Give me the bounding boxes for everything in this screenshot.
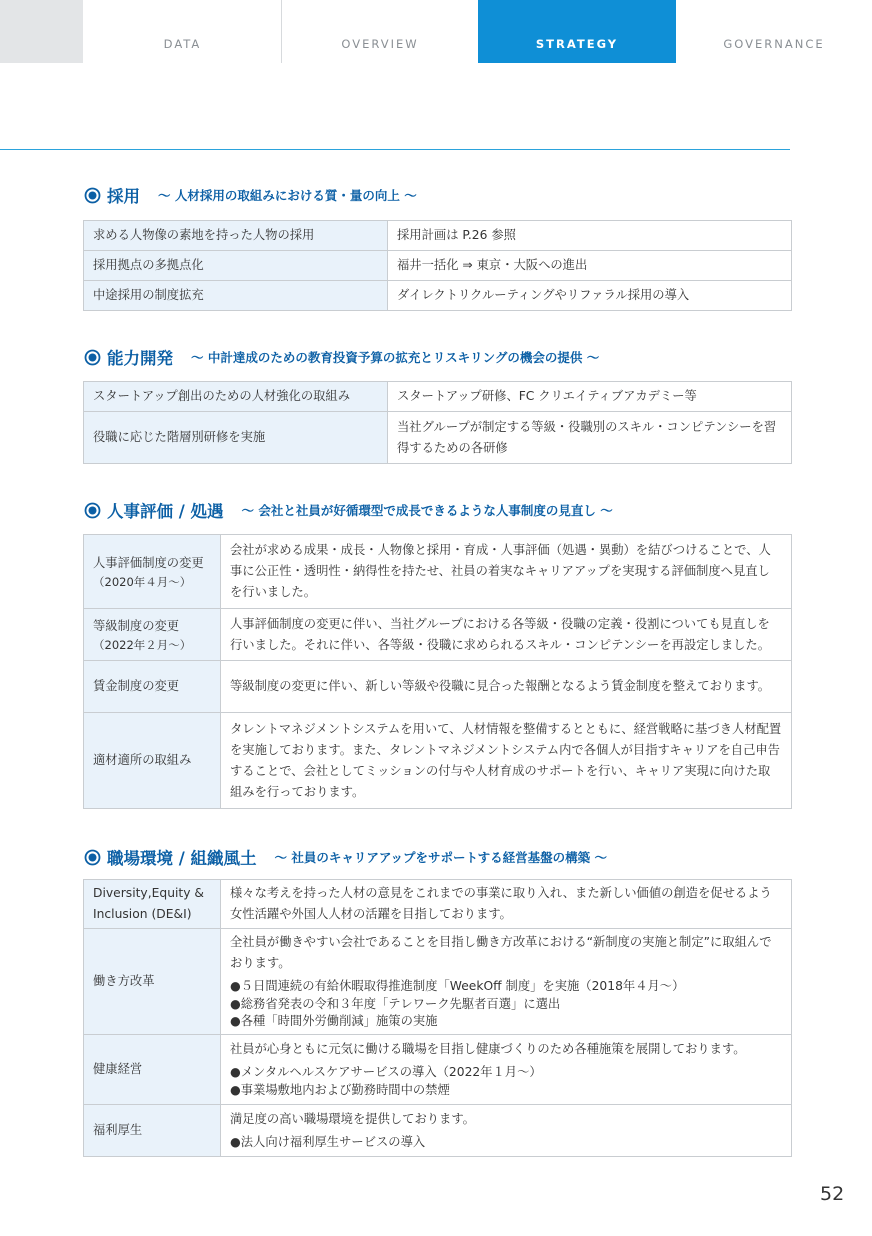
section-heading-evaluation: [84, 498, 613, 522]
table-row: [84, 535, 792, 609]
circle-bullet-icon: [84, 502, 101, 519]
section-heading-workplace: [84, 845, 607, 869]
table-row: [84, 1104, 792, 1156]
row-label: 健康経営: [84, 1034, 221, 1104]
section-subtitle: 〜 人材採用の取組みにおける質・量の向上 〜: [158, 188, 417, 203]
row-label: 求める人物像の素地を持った人物の採用: [84, 221, 388, 251]
list-item: ●メンタルヘルスケアサービスの導入（2022年１月〜）: [230, 1065, 542, 1079]
section-heading-development: [84, 345, 599, 369]
list-item: ●各種「時間外労働削減」施策の実施: [230, 1014, 438, 1028]
row-value-text: 社員が心身ともに元気に働ける職場を目指し健康づくりのため各種施策を展開しております。: [230, 1042, 746, 1056]
row-value: [221, 1034, 792, 1104]
table-row: [84, 929, 792, 1035]
row-value: 福井一括化 ⇒ 東京・大阪への進出: [388, 251, 792, 281]
row-label-text: 人事評価制度の変更: [93, 555, 204, 570]
row-value: ダイレクトリクルーティングやリファラル採用の導入: [388, 281, 792, 311]
development-table: [83, 381, 792, 464]
section-subtitle: 〜 会社と社員が好循環型で成長できるような人事制度の見直し 〜: [241, 503, 613, 518]
section-title: 能力開発: [107, 349, 173, 368]
table-row: [84, 412, 792, 464]
header-rule: [0, 149, 790, 150]
row-label-text: 等級制度の変更: [93, 618, 180, 633]
list-item: ●５日間連続の有給休暇取得推進制度「WeekOff 制度」を実施（2018年４月〜）: [230, 979, 685, 993]
row-label: 採用拠点の多拠点化: [84, 251, 388, 281]
list-item: ●総務省発表の令和３年度「テレワーク先駆者百選」に選出: [230, 996, 561, 1011]
row-label: 働き方改革: [84, 929, 221, 1035]
section-title: 採用: [107, 187, 140, 206]
row-value: 様々な考えを持った人材の意見をこれまでの事業に取り入れ、また新しい価値の創造を促せるよう女性活躍や外国人人材の活躍を目指しております。: [221, 880, 792, 929]
row-value-text: 全社員が働きやすい会社であることを目指し働き方改革における“新制度の実施と制定”に取組んでおります。: [230, 935, 772, 970]
list-item: ●法人向け福利厚生サービスの導入: [230, 1134, 426, 1149]
row-label-note: （2020年４月〜）: [93, 574, 192, 589]
row-value: 会社が求める成果・成長・人物像と採用・育成・人事評価（処遇・異動）を結びつけることで、人事に公正性・透明性・納得性を持たせ、社員の着実なキャリアアップを実現する評価制度へ見直しを行いました。: [221, 535, 792, 609]
row-label: Diversity,Equity & Inclusion (DE&I): [84, 880, 221, 929]
row-label-note: （2022年２月〜）: [93, 637, 192, 652]
circle-bullet-icon: [84, 349, 101, 366]
table-row: [84, 713, 792, 809]
page-number: 52: [820, 1183, 845, 1205]
section-heading-recruitment: [84, 183, 417, 207]
table-row: [84, 661, 792, 713]
row-label: 役職に応じた階層別研修を実施: [84, 412, 388, 464]
row-value: スタートアップ研修、FC クリエイティブアカデミー等: [388, 382, 792, 412]
recruitment-table: [83, 220, 792, 311]
tab-bar-edge-block: [0, 0, 83, 63]
section-title: 職場環境 / 組織風土: [107, 849, 257, 868]
row-label: [84, 535, 221, 609]
table-row: [84, 281, 792, 311]
row-value: 等級制度の変更に伴い、新しい等級や役職に見合った報酬となるよう賃金制度を整えております。: [221, 661, 792, 713]
table-row: [84, 880, 792, 929]
row-value: [221, 929, 792, 1035]
workplace-table: [83, 879, 792, 1157]
table-row: [84, 609, 792, 661]
row-label: 中途採用の制度拡充: [84, 281, 388, 311]
section-subtitle: 〜 社員のキャリアアップをサポートする経営基盤の構築 〜: [274, 850, 607, 865]
row-label: 賃金制度の変更: [84, 661, 221, 713]
row-label: スタートアップ創出のための人材強化の取組み: [84, 382, 388, 412]
row-value: タレントマネジメントシステムを用いて、人材情報を整備するとともに、経営戦略に基づき人材配置を実施しております。また、タレントマネジメントシステム内で各個人が目指すキャリアを自己申告することで、会社としてミッションの付与や人材育成のサポートを行い、キャリア実現に向けた取組みを行っております。: [221, 713, 792, 809]
tab-strategy[interactable]: STRATEGY: [478, 0, 676, 63]
circle-bullet-icon: [84, 187, 101, 204]
section-title: 人事評価 / 処遇: [107, 502, 224, 521]
tab-data[interactable]: DATA: [163, 37, 202, 51]
row-label: [84, 609, 221, 661]
section-subtitle: 〜 中計達成のための教育投資予算の拡充とリスキリングの機会の提供 〜: [191, 350, 600, 365]
tab-bar: [0, 0, 872, 63]
table-row: [84, 251, 792, 281]
row-label: 福利厚生: [84, 1104, 221, 1156]
list-item: ●事業場敷地内および勤務時間中の禁煙: [230, 1082, 450, 1097]
tab-overview[interactable]: OVERVIEW: [341, 37, 419, 51]
evaluation-table: [83, 534, 792, 809]
row-value: 当社グループが制定する等級・役職別のスキル・コンピテンシーを習得するための各研修: [388, 412, 792, 464]
table-row: [84, 382, 792, 412]
row-value: [221, 1104, 792, 1156]
row-value: 採用計画は P.26 参照: [388, 221, 792, 251]
tab-governance[interactable]: GOVERNANCE: [723, 37, 825, 51]
row-value: 人事評価制度の変更に伴い、当社グループにおける各等級・役職の定義・役割についても見直しを行いました。それに伴い、各等級・役職に求められるスキル・コンピテンシーを再設定しました。: [221, 609, 792, 661]
row-value-text: 満足度の高い職場環境を提供しております。: [230, 1111, 475, 1126]
circle-bullet-icon: [84, 849, 101, 866]
table-row: [84, 221, 792, 251]
row-label: 適材適所の取組み: [84, 713, 221, 809]
table-row: [84, 1034, 792, 1104]
